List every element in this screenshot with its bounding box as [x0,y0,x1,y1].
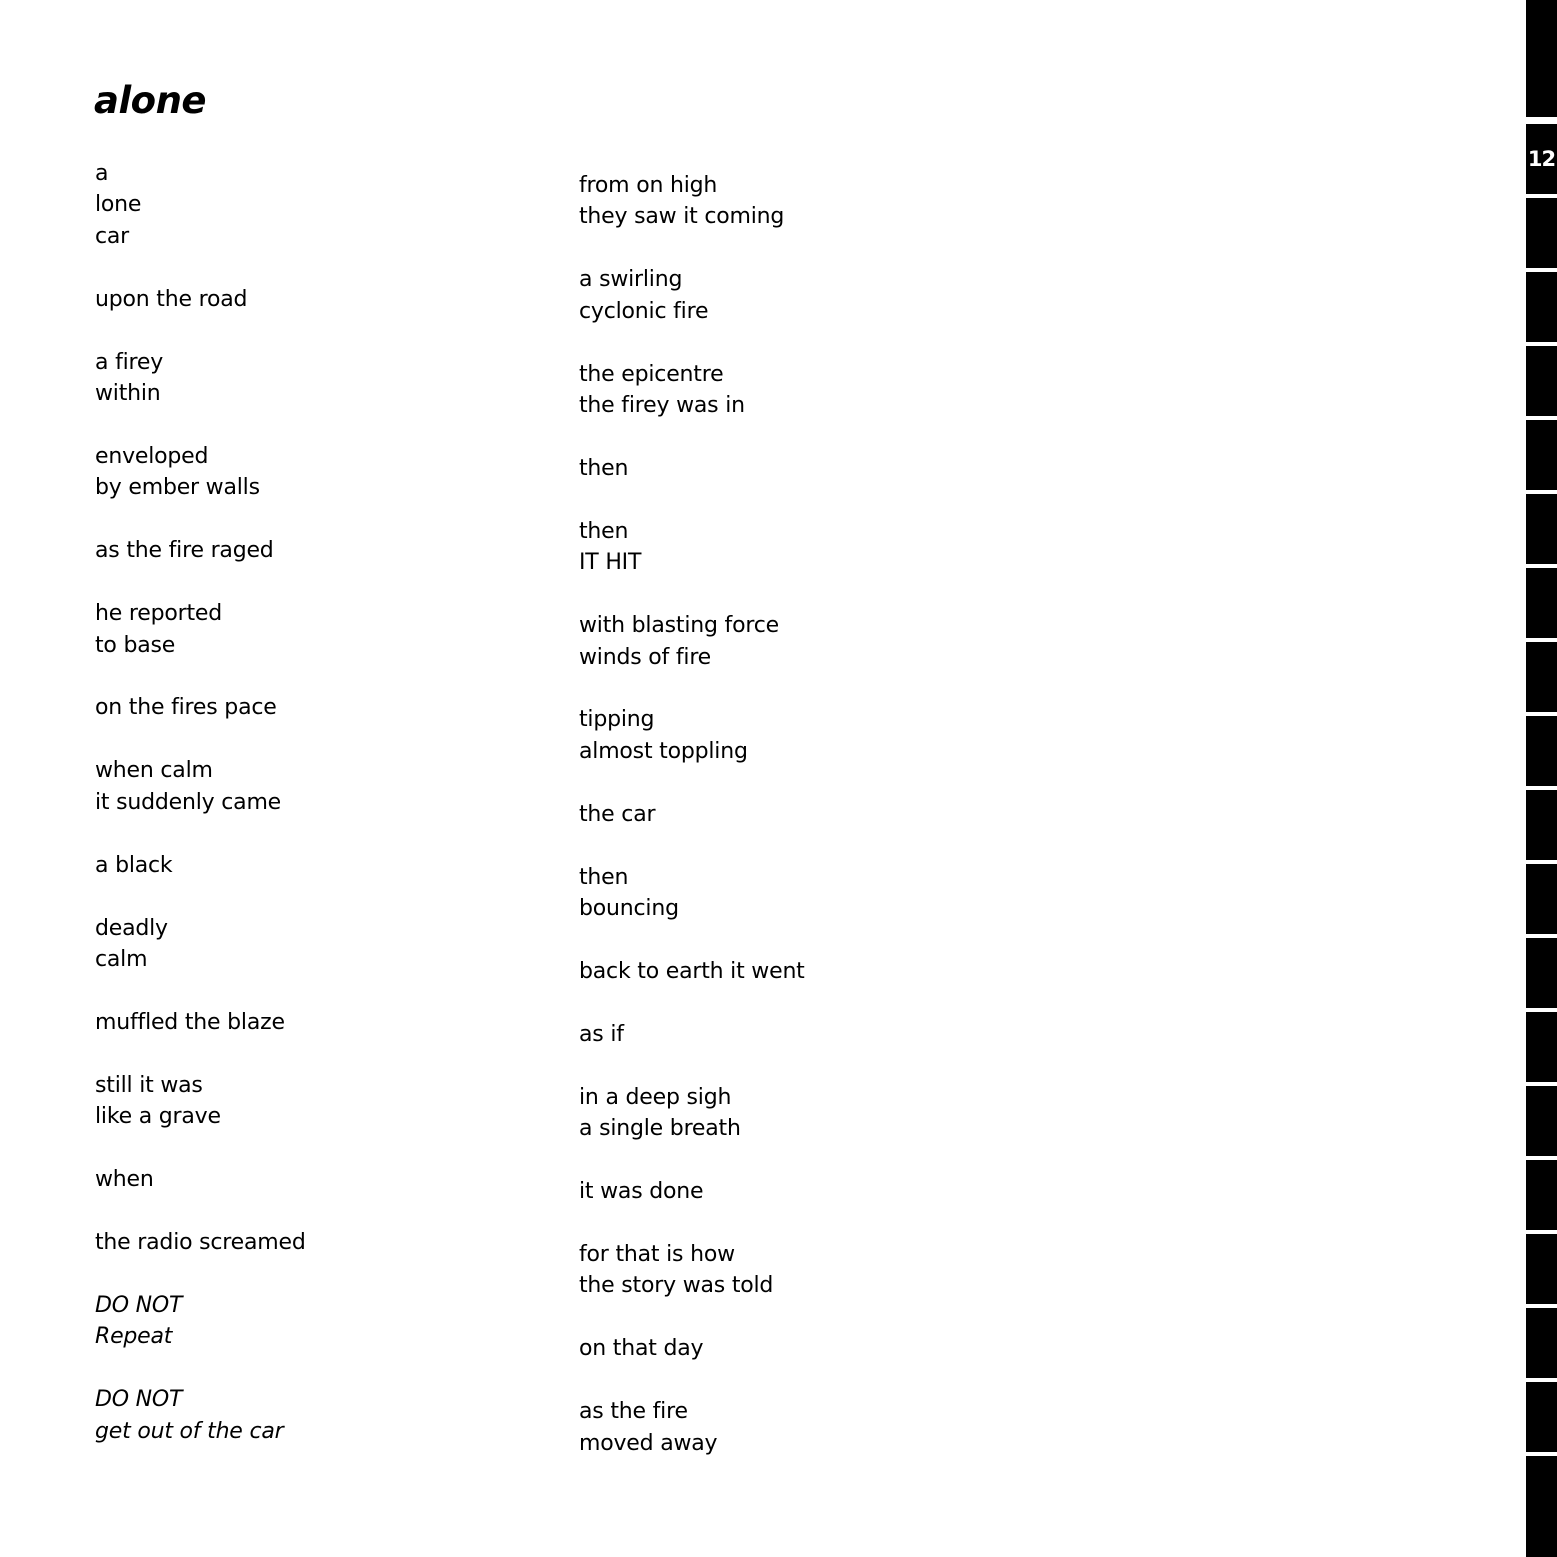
stanza [579,170,805,233]
poem-line: it was done [579,1179,704,1205]
section-tab [1526,1382,1557,1452]
stanza [95,598,306,661]
section-tab [1526,716,1557,786]
section-tab [1526,272,1557,342]
stanza [95,347,306,410]
section-tab [1526,642,1557,712]
poem-line: from on high [579,173,718,198]
poem-line: deadly [95,915,168,941]
stanza [95,441,306,504]
poem-line: with blasting force [579,613,779,639]
poem-line: he reported [95,601,222,627]
stanza [95,1290,306,1353]
poem-line: by ember walls [95,475,260,501]
poem-line: the radio screamed [95,1230,306,1256]
stanza [579,1396,805,1459]
poem-line: lone [95,192,142,218]
section-tab [1526,1012,1557,1082]
section-tab [1526,0,1557,117]
poem-line: almost toppling [579,738,748,764]
poem-line: upon the road [95,286,248,312]
poem-line: a firey [95,349,164,375]
poem-line: winds of fire [579,644,712,670]
stanza [95,692,306,723]
poem-title: alone [94,79,207,122]
stanza [95,913,306,976]
stanza [95,1164,306,1195]
section-tab [1526,346,1557,416]
stanza [579,359,805,422]
poem-line: in a deep sigh [579,1084,732,1110]
section-tab [1526,198,1557,268]
section-tab [1526,1160,1557,1230]
stanza [95,535,306,566]
poem-line: a swirling [579,267,683,293]
poem-line: a [95,161,109,186]
stanza [95,158,306,252]
poem-line: within [95,381,161,407]
poem-line: the car [579,801,656,827]
section-tab [1526,938,1557,1008]
section-tab-strip [1526,0,1557,1557]
poem-line: cyclonic fire [579,298,709,324]
stanza [579,1019,805,1050]
page-number-tab [1526,124,1557,194]
poem-column-right [579,170,805,1491]
poem-line: enveloped [95,443,209,469]
stanza [579,1082,805,1145]
poem-line: car [95,223,130,249]
poem-line: tipping [579,707,655,733]
stanza [579,516,805,579]
poem-column-left [95,158,306,1479]
stanza [95,1384,306,1447]
section-tab [1526,568,1557,638]
poem-line: on the fires pace [95,695,277,721]
stanza [95,1227,306,1258]
stanza [579,862,805,925]
poem-line: on that day [579,1336,704,1362]
stanza [579,1176,805,1207]
poem-line: then [579,518,629,544]
poem-line: then [579,455,629,481]
poem-line: the epicentre [579,361,724,387]
stanza [579,704,805,767]
poem-line: to base [95,632,176,658]
poem-line: for that is how [579,1242,735,1268]
poem-line: moved away [579,1430,718,1456]
poem-line: it suddenly came [95,789,282,815]
poem-line: muffled the blaze [95,1009,285,1035]
poem-line: still it was [95,1072,203,1098]
poem-line: the story was told [579,1273,774,1299]
poem-line: as if [579,1021,624,1047]
poem-line: IT HIT [579,550,642,576]
poem-line: a single breath [579,1116,741,1142]
poem-line: calm [95,947,148,972]
poem-line: then [579,864,629,890]
poem-line: Repeat [95,1324,173,1350]
poem-line: like a grave [95,1104,221,1130]
poem-line: they saw it coming [579,204,785,230]
poem-line: the firey was in [579,393,745,419]
section-tab [1526,420,1557,490]
stanza [579,1333,805,1364]
section-tab [1526,864,1557,934]
poem-line: a black [95,852,173,878]
stanza [95,1007,306,1038]
page-number: 12 [1527,147,1556,171]
poem-line: DO NOT [95,1292,183,1318]
poem-line: bouncing [579,896,679,922]
poem-line: when [95,1167,154,1193]
stanza [95,1070,306,1133]
stanza [579,610,805,673]
section-tab [1526,494,1557,564]
stanza [95,284,306,315]
section-tab [1526,1086,1557,1156]
poem-line: as the fire [579,1399,688,1425]
stanza [95,755,306,818]
section-tab [1526,1456,1557,1557]
stanza [579,956,805,987]
stanza [95,850,306,881]
poem-line: as the fire raged [95,538,274,564]
stanza [579,453,805,484]
section-tab [1526,1308,1557,1378]
stanza [579,799,805,830]
section-tab [1526,1234,1557,1304]
poem-line: when calm [95,758,213,784]
stanza [579,1239,805,1302]
poem-line: get out of the car [95,1418,284,1444]
stanza [579,264,805,327]
section-tab [1526,790,1557,860]
poem-line: DO NOT [95,1387,183,1413]
poem-line: back to earth it went [579,959,805,984]
